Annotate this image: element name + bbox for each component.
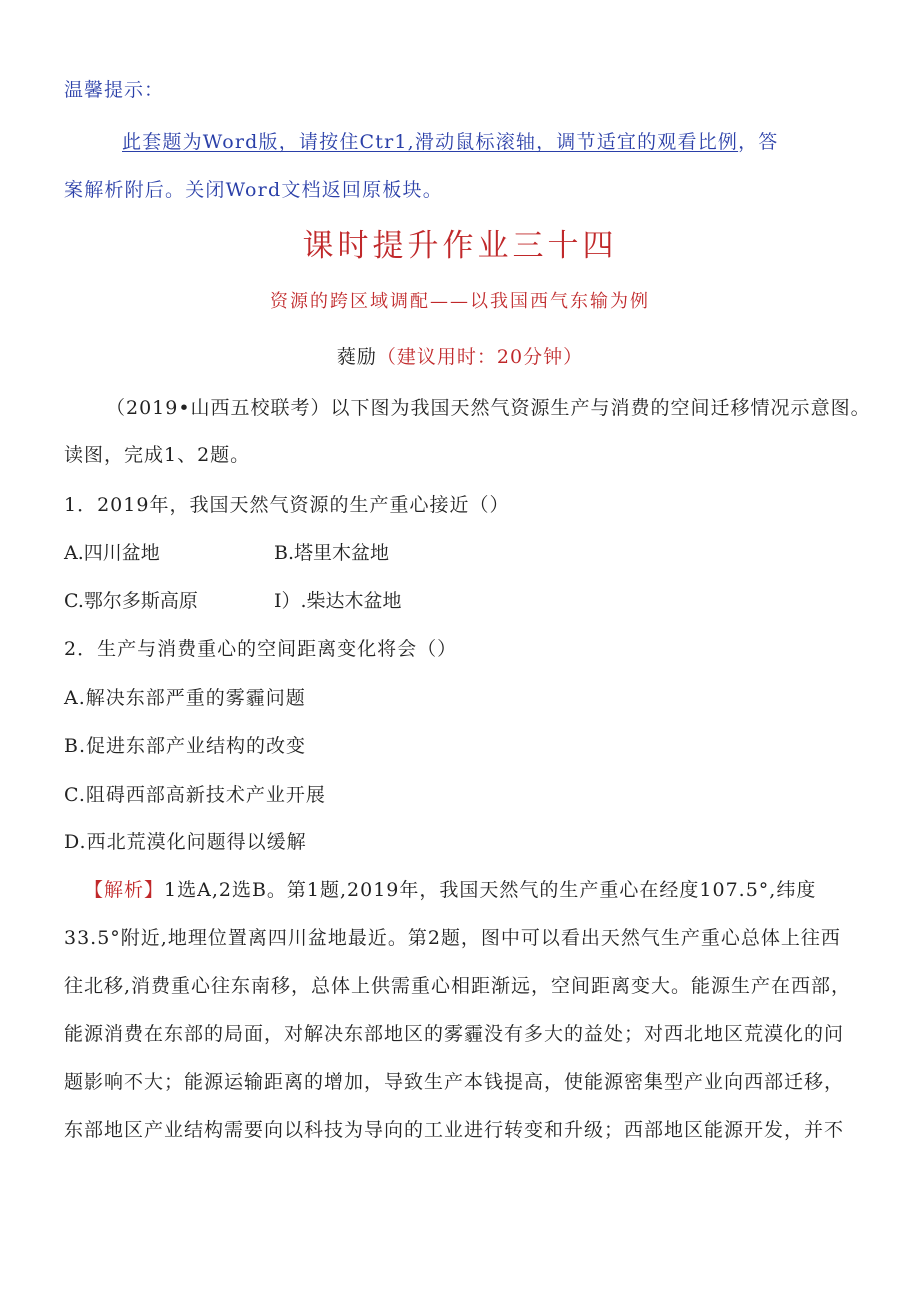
question-1-option-d: I）.柴达木盆地: [274, 590, 402, 612]
suggested-time: （建议用时：20分钟）: [376, 346, 584, 368]
intro-line-2: 读图，完成1、2题。: [64, 444, 251, 466]
author-line: [0, 342, 920, 369]
question-1-option-a: A.四川盆地: [64, 542, 160, 564]
analysis-text-1: 1选A,2选B。第1题,2019年，我国天然气的生产重心在经度107.5°,纬度: [164, 879, 817, 901]
notice-underlined-text: 此套题为Word版，请按住Ctr1,滑动鼠标滚轴，调节适宜的观看比例: [122, 131, 739, 153]
notice-label: 温馨提示：: [64, 79, 165, 101]
analysis-line-2: 33.5°附近,地理位置离四川盆地最近。第2题，图中可以看出天然气生产重心总体上往西: [64, 927, 841, 949]
question-1-options-row-1: [64, 538, 390, 565]
intro-line-1: （2019•山西五校联考）以下图为我国天然气资源生产与消费的空间迁移情况示意图。: [106, 397, 871, 419]
analysis-line-4: 能源消费在东部的局面，对解决东部地区的雾霾没有多大的益处；对西北地区荒漠化的问: [64, 1023, 845, 1045]
analysis-line-6: 东部地区产业结构需要向以科技为导向的工业进行转变和升级；西部地区能源开发，并不: [64, 1119, 845, 1141]
analysis-line-3: 往北移,消费重心往东南移，总体上供需重心相距渐远，空间距离变大。能源生产在西部，: [64, 975, 852, 997]
question-1-option-c: C.鄂尔多斯高原: [64, 590, 198, 612]
author-name: 蕤励: [336, 346, 377, 368]
question-1-option-b: B.塔里木盆地: [274, 542, 390, 564]
question-2-option-b: B.促进东部产业结构的改变: [64, 735, 307, 757]
question-2-option-a: A.解决东部严重的雾霾问题: [64, 687, 306, 709]
question-1-stem: 1．2019年，我国天然气资源的生产重心接近（）: [64, 494, 510, 516]
question-1-options-row-2: [64, 586, 402, 613]
page-title: 课时提升作业三十四: [302, 228, 618, 264]
analysis-line-1: [84, 875, 816, 902]
notice-line-1: [122, 127, 779, 154]
analysis-label: 【解析】: [84, 879, 165, 901]
notice-line-1-tail: ，答: [738, 131, 779, 153]
analysis-line-5: 题影响不大；能源运输距离的增加，导致生产本钱提高，使能源密集型产业向西部迁移，: [64, 1071, 845, 1093]
question-2-option-d: D.西北荒漠化问题得以缓解: [64, 831, 307, 853]
question-2-option-c: C.阻碍西部高新技术产业开展: [64, 784, 326, 806]
notice-line-2: 案解析附后。关闭Word文档返回原板块。: [64, 179, 443, 201]
page-subtitle: 资源的跨区域调配——以我国西气东输为例: [270, 291, 650, 312]
question-2-stem: 2．生产与消费重心的空间距离变化将会（）: [64, 638, 458, 660]
